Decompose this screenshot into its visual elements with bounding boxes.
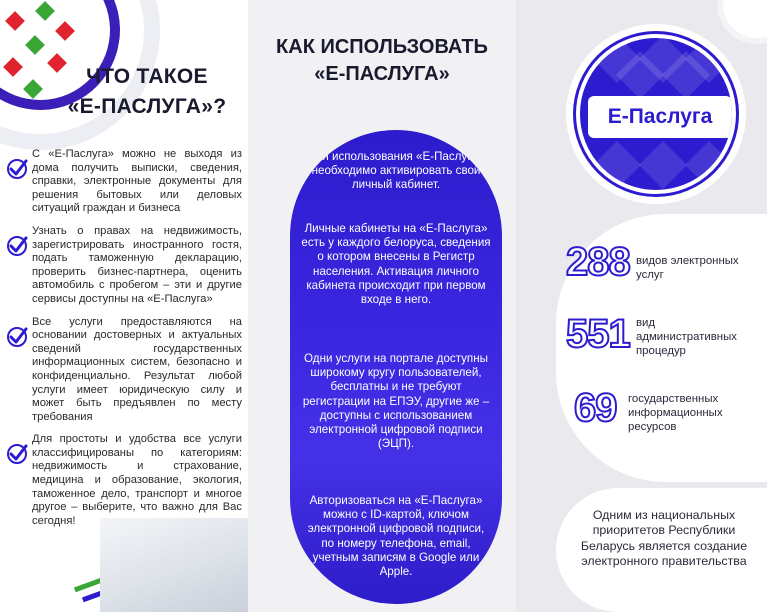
priority-statement: Одним из национальных приоритетов Республики Беларусь является создание электронного правительства xyxy=(580,508,748,569)
check-circle-icon xyxy=(6,158,28,180)
stat-label: государственных информационных ресурсов xyxy=(628,393,723,433)
stats-card xyxy=(556,214,767,482)
check-circle-icon xyxy=(6,326,28,348)
right-panel xyxy=(516,0,767,612)
stat-number: 288 xyxy=(566,240,630,284)
e-paslugi-logo xyxy=(576,34,736,194)
usage-info-card xyxy=(290,130,502,604)
left-title: ЧТО ТАКОЕ «Е-ПАСЛУГА»? xyxy=(67,65,227,118)
logo-pattern-tile xyxy=(639,141,687,189)
priority-card xyxy=(556,488,767,612)
feature-list xyxy=(6,148,242,537)
left-panel xyxy=(0,0,248,612)
usage-paragraph: Для использования «Е-Паслуга» необходимо активировать свой личный кабинет. xyxy=(307,150,485,192)
stat-label: видов электронных услуг xyxy=(636,255,739,281)
logo-text: Е-Паслуга xyxy=(588,96,732,138)
list-item: Для простоты и удобства все услуги классифицированы по категориям: недвижимость и страхование, медицина и образование, экология, таможенное дело, транспорт и многое другое – выберите, что важно для Вас сегодня! xyxy=(6,433,242,528)
middle-panel xyxy=(248,0,516,612)
list-item: С «Е-Паслуга» можно не выходя из дома получить выписки, сведения, справки, электронные документы для решения бытовых или деловых ситуаций граждан и бизнеса xyxy=(6,148,242,216)
stat-number: 551 xyxy=(566,312,630,356)
stat-number: 69 xyxy=(574,386,617,430)
usage-paragraph: Одни услуги на портале доступны широкому кругу пользователей, бесплатны и не требуют регистрации на ЕПЭУ, другие же – доступны с использованием электронной цифровой подписи (ЭЦП). xyxy=(302,352,490,451)
usage-paragraph: Личные кабинеты на «Е-Паслуга» есть у каждого белоруса, сведения о котором внесены в Регистр населения. Активация личного кабинета происходит при первом входе в него. xyxy=(301,222,491,307)
list-item: Узнать о правах на недвижимость, зарегистрировать иностранного гостя, подать таможенную декларацию, проверить бизнес-партнера, оценить автомобиль с пробегом – эти и другие сервисы доступны на «Е-Паслуга» xyxy=(6,225,242,307)
decor-ring xyxy=(717,0,767,44)
list-item: Все услуги предоставляются на основании достоверных и актуальных сведений государственных информационных систем, безопасно и конфиденциально. Результат любой услуги имеет юридическую силу и может быть предъявлен по месту требования xyxy=(6,316,242,425)
usage-paragraph: Авторизоваться на «Е-Паслуга» можно с ID-картой, ключом электронной цифровой подписи, по номеру телефона, email, учетным записям в Google или Apple. xyxy=(307,494,485,579)
logo-pattern-tile xyxy=(685,141,733,189)
middle-title: КАК ИСПОЛЬЗОВАТЬ «Е-ПАСЛУГА» xyxy=(276,36,488,85)
check-circle-icon xyxy=(6,443,28,465)
check-circle-icon xyxy=(6,235,28,257)
desk-photo xyxy=(100,518,248,612)
stat-label: вид административных процедур xyxy=(636,317,737,357)
